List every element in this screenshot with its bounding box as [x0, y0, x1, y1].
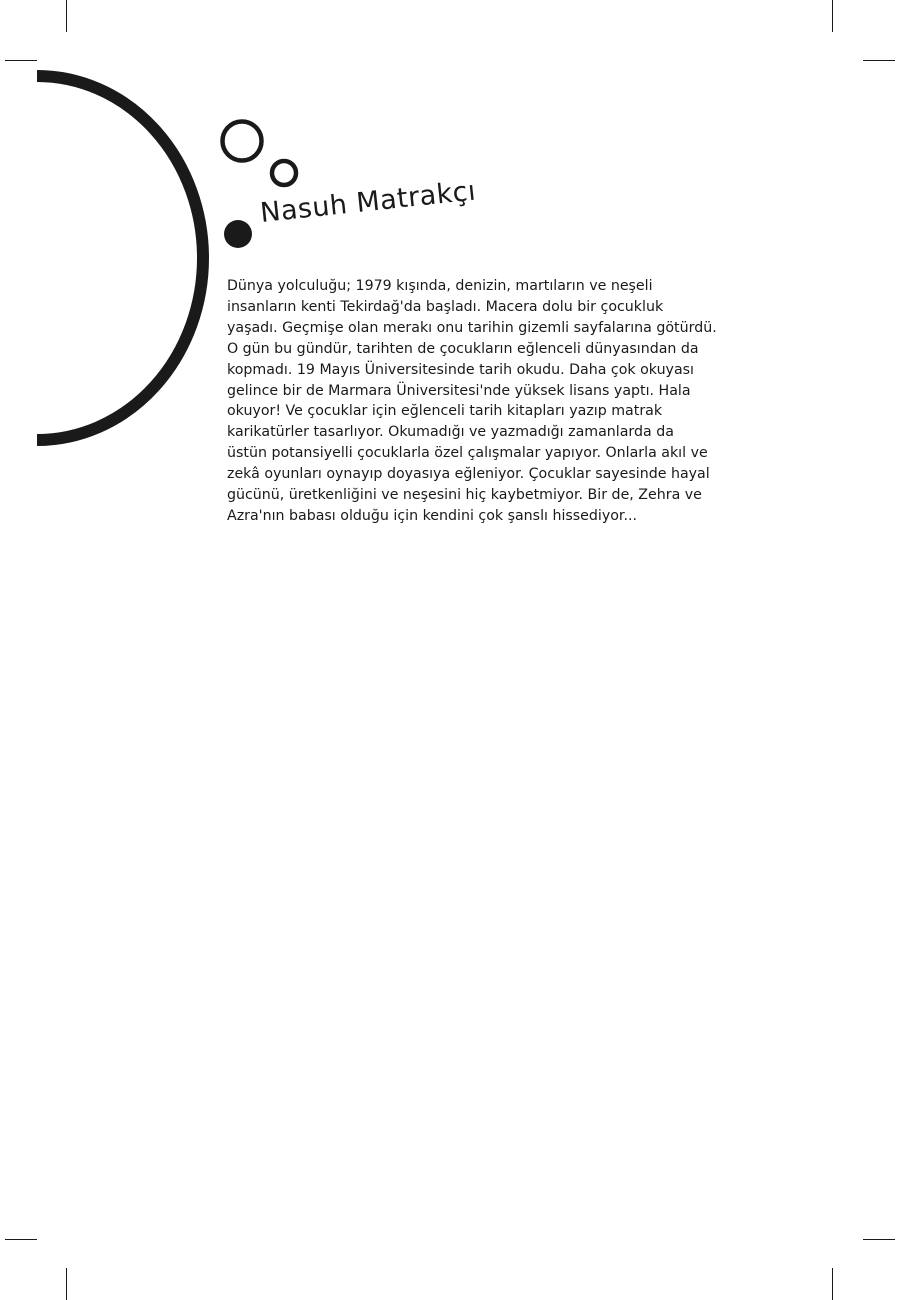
author-name: Nasuh Matrakçı	[258, 175, 478, 229]
author-biography: Dünya yolculuğu; 1979 kışında, denizin, martıların ve neşeli insanların kenti Tekirdağ'da başladı. Macera dolu bir çocukluk yaşadı. Geçmişe olan merakı onu tarihin gizemli sayfalarına götürdü. O gün bu gündür, tarihten de çocukların eğlenceli dünyasından da kopmadı. 19 Mayıs Üniversitesinde tarih okudu. Daha çok okuyası gelince bir de Marmara Üniversitesi'nde yüksek lisans yaptı. Hala okuyor! Ve çocuklar için eğlenceli tarih kitapları yazıp matrak karikatürler tasarlıyor. Okumadığı ve yazmadığı zamanlarda da üstün potansiyelli çocuklarla özel çalışmalar yapıyor. Onlarla akıl ve zekâ oyunları oynayıp doyasıya eğleniyor. Çocuklar sayesinde hayal gücünü, üretkenliğini ve neşesini hiç kaybetmiyor. Bir de, Zehra ve Azra'nın babası olduğu için kendini çok şanslı hissediyor...	[227, 278, 717, 524]
crop-mark-left-bottom	[5, 1239, 37, 1240]
crop-mark-bottom-left	[66, 1268, 67, 1300]
crop-mark-bottom-right	[832, 1268, 833, 1300]
filled-dot-icon	[224, 220, 252, 248]
large-bubble-icon	[223, 122, 262, 161]
half-circle-arc-icon	[37, 76, 203, 440]
crop-mark-right-bottom	[863, 1239, 895, 1240]
medium-bubble-icon	[272, 161, 296, 185]
